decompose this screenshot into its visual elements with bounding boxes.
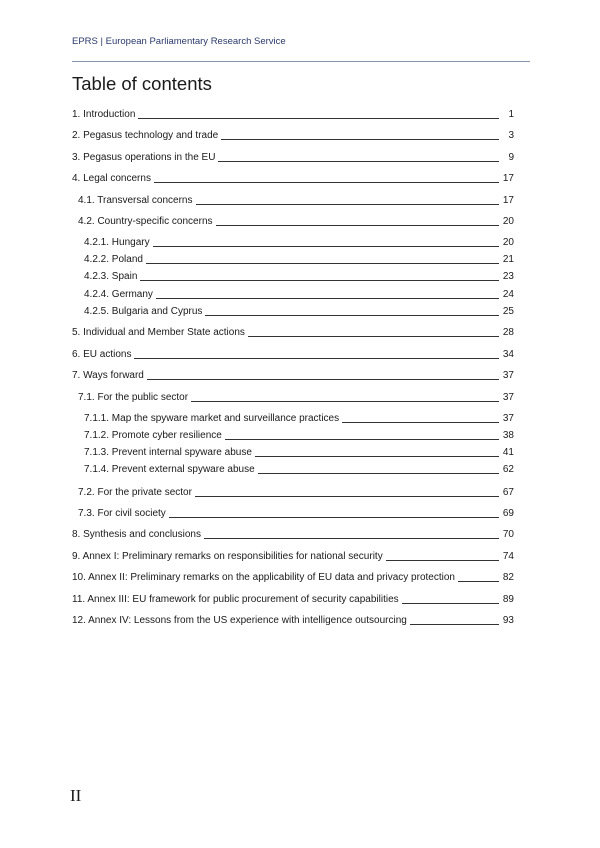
toc-entry-member-state-actions[interactable]: 5. Individual and Member State actions 28 — [72, 327, 514, 338]
toc-entry-legal-concerns[interactable]: 4. Legal concerns 17 — [72, 173, 514, 184]
toc-entry-map-spyware-market[interactable]: 7.1.1. Map the spyware market and surveillance practices 37 — [84, 413, 514, 424]
toc-entry-pegasus-technology[interactable]: 2. Pegasus technology and trade 3 — [72, 130, 514, 141]
toc-entry-pegasus-operations[interactable]: 3. Pegasus operations in the EU 9 — [72, 152, 514, 163]
toc-entry-private-sector[interactable]: 7.2. For the private sector 67 — [78, 487, 514, 498]
toc-entry-bulgaria-cyprus[interactable]: 4.2.5. Bulgaria and Cyprus 25 — [84, 306, 514, 317]
toc-entry-annex-3[interactable]: 11. Annex III: EU framework for public procurement of security capabilities 89 — [72, 594, 514, 605]
toc-entry-germany[interactable]: 4.2.4. Germany 24 — [84, 289, 514, 300]
toc-entry-poland[interactable]: 4.2.2. Poland 21 — [84, 254, 514, 265]
toc-entry-cyber-resilience[interactable]: 7.1.2. Promote cyber resilience 38 — [84, 430, 514, 441]
toc-entry-synthesis[interactable]: 8. Synthesis and conclusions 70 — [72, 529, 514, 540]
toc-entry-ways-forward[interactable]: 7. Ways forward 37 — [72, 370, 514, 381]
toc-entry-transversal-concerns[interactable]: 4.1. Transversal concerns 17 — [78, 195, 514, 206]
toc-entry-annex-4[interactable]: 12. Annex IV: Lessons from the US experience with intelligence outsourcing 93 — [72, 615, 514, 626]
toc-entry-internal-spyware[interactable]: 7.1.3. Prevent internal spyware abuse 41 — [84, 447, 514, 458]
toc-entry-eu-actions[interactable]: 6. EU actions 34 — [72, 349, 514, 360]
toc-entry-introduction[interactable]: 1. Introduction 1 — [72, 109, 514, 120]
toc-entry-public-sector[interactable]: 7.1. For the public sector 37 — [78, 392, 514, 403]
page-title: Table of contents — [72, 73, 212, 94]
toc-entry-hungary[interactable]: 4.2.1. Hungary 20 — [84, 237, 514, 248]
toc-entry-annex-2[interactable]: 10. Annex II: Preliminary remarks on the applicability of EU data and privacy protection 82 — [72, 572, 514, 583]
running-header: EPRS | European Parliamentary Research Service — [72, 36, 286, 47]
header-divider — [72, 61, 530, 62]
toc-entry-spain[interactable]: 4.2.3. Spain 23 — [84, 271, 514, 282]
page-number: II — [70, 786, 82, 805]
toc-entry-external-spyware[interactable]: 7.1.4. Prevent external spyware abuse 62 — [84, 464, 514, 475]
toc-entry-annex-1[interactable]: 9. Annex I: Preliminary remarks on responsibilities for national security 74 — [72, 551, 514, 562]
toc-entry-civil-society[interactable]: 7.3. For civil society 69 — [78, 508, 514, 519]
toc-entry-country-specific[interactable]: 4.2. Country-specific concerns 20 — [78, 216, 514, 227]
